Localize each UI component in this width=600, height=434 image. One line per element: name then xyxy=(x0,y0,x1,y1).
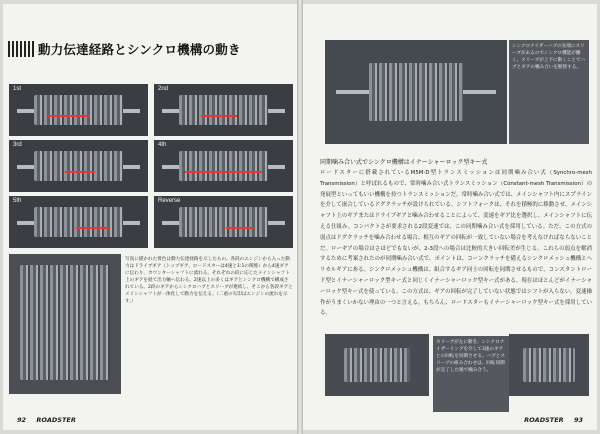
page-number: 93 xyxy=(573,416,583,424)
left-page xyxy=(3,4,297,430)
gear-photo-reverse xyxy=(154,196,293,248)
synchro-sleeve-photo xyxy=(325,40,507,144)
gear-photo-5th xyxy=(9,196,148,248)
photo-label: 5th xyxy=(13,198,22,204)
figure-caption: 写真に描かれた黄色は動力伝達経路を示したもの。各段のエンジンから入った動力はドライブギア（トップギア、ロードスターは4速と1:1の関係）から4速ギアに伝わり、カウンターシャフトに流れる。それぞれの段に応じたメインシャフト上のギアを経て出力軸へ伝わる。2速以上の多くはギアとシンクロ機構で構成されている。2段のギアからシンクロハブとスリーブが連結し、そこから各段ギアとメインシャフトが一体化して動力を伝える。（二重の矢印はエンジンの流れを示す。） xyxy=(125,257,293,304)
brand-logo: ROADSTER xyxy=(524,416,564,424)
power-flow-arrow xyxy=(201,115,237,117)
sleeve-engage-photo-right xyxy=(509,334,589,396)
brand-logo: ROADSTER xyxy=(36,416,76,424)
callout-top: シンクロナイザーハブの先端にスリーブがあるのでシンクロ機能が働く。スリーブが上下に動くことでハブとギアの噛み合いを断接する。 xyxy=(509,40,589,144)
photo-label: Reverse xyxy=(158,198,181,204)
gear-cluster-graphic xyxy=(20,265,110,380)
page-number: 92 xyxy=(17,416,27,424)
title-block xyxy=(8,40,241,58)
power-flow-arrow xyxy=(76,227,109,229)
power-flow-arrow xyxy=(48,115,90,117)
title-stripe-mark xyxy=(8,41,34,57)
photo-label: 4th xyxy=(158,142,167,148)
gear-cluster-graphic xyxy=(369,63,464,121)
gear-cluster-graphic xyxy=(344,348,411,383)
page-number-right xyxy=(524,416,583,424)
gear-photo-2nd xyxy=(154,84,293,136)
gear-cluster-graphic xyxy=(34,207,123,236)
power-flow-arrow xyxy=(185,171,263,173)
gear-photo-1st xyxy=(9,84,148,136)
photo-label: 3rd xyxy=(13,142,22,148)
gear-cluster-graphic xyxy=(523,348,574,383)
body-text: ロードスターに搭載されているM5M-D型トランスミッションは同期噛み合い式（Synchro-mesh Transmission）と呼ばれるもので、常時噛み合い式トランスミッション（Constant-mesh Transmission）の発展型といってもいい機構を持つトランスミッションだ。常時噛み合い式では、メインシャフト内にスプラインを介して嵌合しているドグクラッチが設けられている。シフトフォークは、それを積極的に移動させ、メインシャフト上のギアまたはドライブギアと噛み合わせることによって、変速をギア比を選択し、メインシャフトに伝える仕組み。コンパクトさが要求される2段変速では、この同期噛み合い式を採用している。ただ、この方式の弱点はドグクラッチを噛み合わせる場合、相互のギアの回転が一致していない場合を考えなければならないことだ。ローギアの場合はさほどでもないが、2-3段への場合は比較的大きい回転差が生じる。これらの弱点を解消するために考案されたのが同期噛み合い式で、ポイントは、コーンクラッチを備えるシンクロメッシュ機構とヘリカルギアにある。シンクロメッシュ機構は、組合するギア同士の回転を同期させるもので、コンスタントロード型とイナーシャーロック型キー式と同じくイナーシャーロック型キー式がある。現在はほとんどがイナーシャーロック型キー式を使っている。この方式は、ギアの回転が完了していない状態ではシフトが入らない。変速操作がうまくいかない理由の一つと言える。もちろん、ロードスターもイナーシャーロック型キー式を採用している。 xyxy=(320,170,592,317)
sleeve-engage-photo-left xyxy=(325,334,429,396)
page-title: 動力伝達経路とシンクロ機構の動き xyxy=(38,42,241,57)
gear-cluster-graphic xyxy=(34,95,123,124)
gear-photo-3rd xyxy=(9,140,148,192)
gear-cluster-graphic xyxy=(179,95,268,124)
power-flow-arrow xyxy=(226,227,254,229)
page-number-left xyxy=(17,416,76,424)
right-page xyxy=(303,4,597,430)
gear-cluster-graphic xyxy=(179,151,268,180)
photo-label: 1st xyxy=(13,86,22,92)
section-heading: 同期噛み合い式でシンクロ機構はイナーシャーロック型キー式 xyxy=(320,159,488,166)
gear-photo-4th xyxy=(154,140,293,192)
power-flow-arrow xyxy=(65,171,96,173)
gear-cluster-graphic xyxy=(179,207,268,236)
gear-cluster-graphic xyxy=(34,151,123,180)
synchro-closeup-photo xyxy=(9,254,121,394)
callout-bottom: スリーブが左に動き、シンクロナイザーリングを介して3速のギアとの回転を同期させる。ハブとスリーブの組み合わせは、回転同期が完了した後で噛み合う。 xyxy=(433,336,509,412)
photo-label: 2nd xyxy=(158,86,169,92)
